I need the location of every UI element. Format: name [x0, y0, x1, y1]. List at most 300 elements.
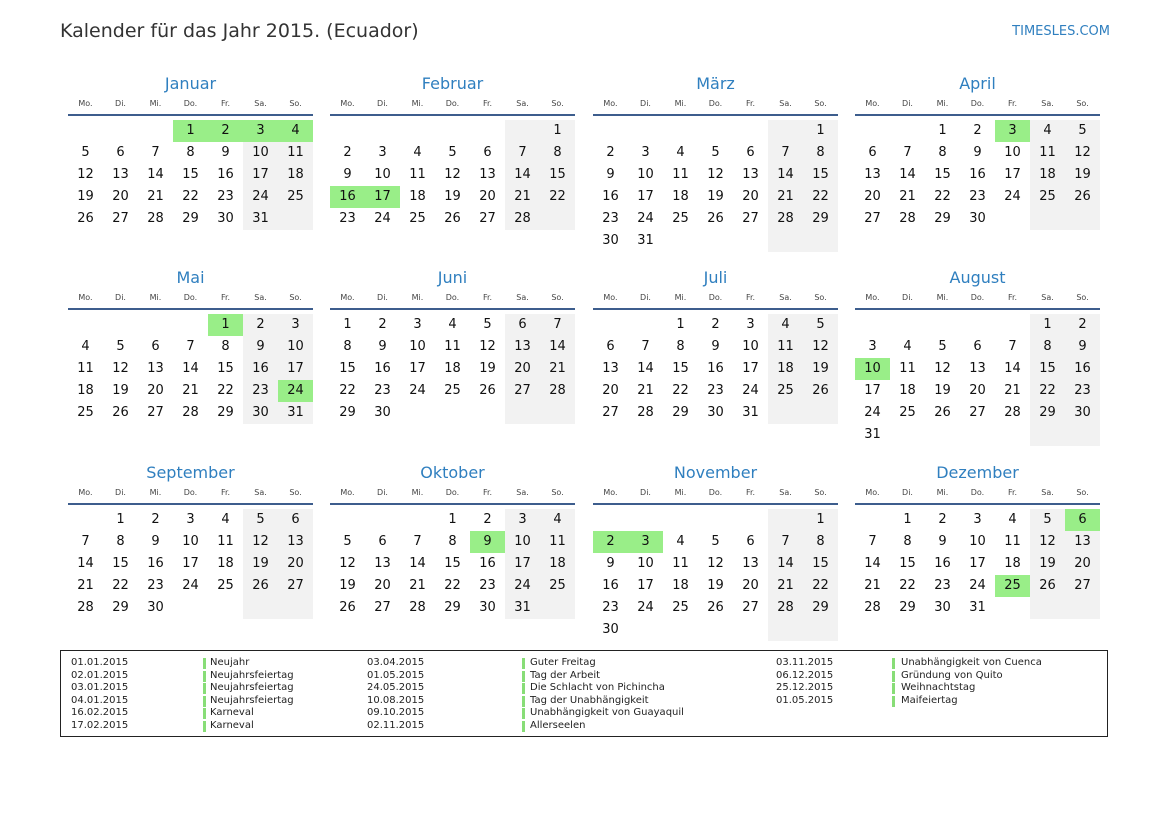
day-cell: 14	[1004, 361, 1021, 376]
day-cell: 2	[483, 512, 492, 527]
day-cell: 24	[1004, 189, 1021, 204]
month-6	[330, 264, 575, 446]
weekday-label: Di.	[640, 99, 651, 108]
day-cell: 8	[938, 145, 947, 160]
legend-holiday-name: Tag der Unabhängigkeit	[530, 694, 649, 706]
day-cell: 29	[112, 600, 129, 615]
day-cell: 17	[969, 556, 986, 571]
day-cell: 1	[903, 512, 912, 527]
weekday-label: Do.	[708, 488, 723, 497]
day-cell: 30	[1074, 405, 1091, 420]
month-11	[593, 459, 838, 641]
day-cell: 28	[777, 600, 794, 615]
day-cell: 29	[182, 211, 199, 226]
weekday-label: Fr.	[220, 488, 231, 497]
day-cell: 7	[518, 145, 527, 160]
legend-holiday-name: Neujahrsfeiertag	[210, 682, 294, 694]
day-cell: 18	[549, 556, 566, 571]
day-cell: 3	[868, 339, 877, 354]
day-cell: 31	[742, 405, 759, 420]
day-cell: 16	[374, 361, 391, 376]
day-cell: 10	[637, 556, 654, 571]
weekday-label: Di.	[377, 488, 388, 497]
day-cell: 30	[707, 405, 724, 420]
day-cell: 26	[339, 600, 356, 615]
weekday-header	[593, 485, 838, 500]
day-cell: 5	[483, 317, 492, 332]
day-cell: 19	[812, 361, 829, 376]
day-cell: 27	[742, 600, 759, 615]
day-cell: 23	[602, 600, 619, 615]
weekday-label: Mo.	[603, 293, 618, 302]
day-cell: 16	[1074, 361, 1091, 376]
weekday-label: Do.	[445, 99, 460, 108]
weekday-label: Di.	[115, 99, 126, 108]
day-cell: 2	[973, 123, 982, 138]
day-cell: 12	[252, 534, 269, 549]
holiday-day-cell: 3	[628, 531, 663, 553]
day-cell: 8	[116, 534, 125, 549]
weekday-label: So.	[551, 488, 564, 497]
day-cell: 14	[549, 339, 566, 354]
day-cell: 1	[553, 123, 562, 138]
day-cell: 26	[252, 578, 269, 593]
legend-marker	[522, 671, 525, 682]
day-cell: 12	[1039, 534, 1056, 549]
day-cell: 28	[549, 383, 566, 398]
day-cell: 11	[549, 534, 566, 549]
day-cell: 21	[549, 361, 566, 376]
day-cell: 14	[777, 167, 794, 182]
day-cell: 30	[602, 233, 619, 248]
day-cell: 21	[514, 189, 531, 204]
day-cell: 31	[864, 427, 881, 442]
month-name: Juli	[703, 268, 728, 287]
day-cell: 5	[711, 145, 720, 160]
day-cell: 20	[287, 556, 304, 571]
holiday-day-cell: 2	[208, 120, 243, 142]
weekday-header	[68, 485, 313, 500]
day-cell: 14	[514, 167, 531, 182]
month-name: November	[673, 463, 758, 482]
weekday-label: Fr.	[482, 293, 493, 302]
legend-holiday-name: Weihnachtstag	[901, 682, 976, 694]
weekday-label: Mo.	[603, 488, 618, 497]
weekday-label: Fr.	[220, 293, 231, 302]
weekday-label: Sa.	[516, 293, 529, 302]
weekday-header	[68, 96, 313, 111]
weekday-label: Mo.	[340, 293, 355, 302]
day-cell: 26	[934, 405, 951, 420]
day-cell: 6	[973, 339, 982, 354]
weekday-label: Sa.	[254, 99, 267, 108]
day-cell: 26	[77, 211, 94, 226]
header-rule	[330, 503, 575, 505]
month-name: August	[949, 268, 1006, 287]
weekday-label: Sa.	[254, 293, 267, 302]
day-cell: 20	[514, 361, 531, 376]
day-cell: 9	[343, 167, 352, 182]
day-cell: 13	[1074, 534, 1091, 549]
day-cell: 5	[1078, 123, 1087, 138]
day-cell: 26	[707, 211, 724, 226]
weekday-label: Fr.	[745, 99, 756, 108]
weekday-label: Mo.	[603, 99, 618, 108]
day-cell: 23	[339, 211, 356, 226]
day-cell: 12	[479, 339, 496, 354]
legend-date: 01.01.2015	[71, 657, 129, 668]
legend-date: 01.05.2015	[776, 694, 834, 706]
legend-date: 16.02.2015	[71, 707, 129, 719]
day-cell: 8	[553, 145, 562, 160]
day-cell: 30	[602, 622, 619, 637]
month-name: September	[146, 463, 235, 482]
day-cell: 10	[182, 534, 199, 549]
day-cell: 5	[938, 339, 947, 354]
day-cell: 7	[553, 317, 562, 332]
day-cell: 11	[444, 339, 461, 354]
day-cell: 9	[606, 556, 615, 571]
day-cell: 12	[707, 167, 724, 182]
holiday-day-cell: 16	[330, 186, 365, 208]
legend-marker	[522, 658, 525, 669]
day-cell: 15	[182, 167, 199, 182]
day-cell: 15	[899, 556, 916, 571]
day-cell: 22	[812, 189, 829, 204]
weekday-label: Mo.	[865, 488, 880, 497]
day-cell: 11	[1039, 145, 1056, 160]
day-cell: 19	[707, 189, 724, 204]
day-cell: 7	[81, 534, 90, 549]
day-cell: 27	[514, 383, 531, 398]
weekday-label: Di.	[640, 488, 651, 497]
weekday-label: Mo.	[865, 293, 880, 302]
day-cell: 20	[864, 189, 881, 204]
day-cell: 27	[479, 211, 496, 226]
weekday-label: Do.	[183, 488, 198, 497]
legend-marker	[203, 721, 206, 732]
day-cell: 18	[409, 189, 426, 204]
month-8	[855, 264, 1100, 446]
month-2	[330, 70, 575, 252]
day-cell: 1	[676, 317, 685, 332]
legend-holiday-name: Neujahr	[210, 657, 250, 668]
day-cell: 28	[637, 405, 654, 420]
legend-date: 03.11.2015	[776, 657, 834, 668]
month-name: Juni	[437, 268, 468, 287]
legend-holiday-name: Karneval	[210, 720, 254, 731]
holiday-day-cell: 17	[365, 186, 400, 208]
day-grid	[593, 509, 838, 641]
day-cell: 25	[672, 211, 689, 226]
day-cell: 27	[1074, 578, 1091, 593]
day-cell: 17	[637, 578, 654, 593]
weekday-label: Mi.	[411, 488, 424, 497]
day-cell: 2	[151, 512, 160, 527]
day-cell: 9	[606, 167, 615, 182]
day-cell: 29	[444, 600, 461, 615]
day-cell: 4	[1043, 123, 1052, 138]
day-cell: 12	[934, 361, 951, 376]
day-cell: 1	[938, 123, 947, 138]
day-cell: 25	[777, 383, 794, 398]
day-cell: 28	[147, 211, 164, 226]
weekday-label: Di.	[902, 293, 913, 302]
day-cell: 16	[147, 556, 164, 571]
day-cell: 31	[514, 600, 531, 615]
legend-date: 10.08.2015	[367, 694, 425, 706]
day-cell: 5	[816, 317, 825, 332]
weekday-header	[593, 290, 838, 305]
day-cell: 6	[291, 512, 300, 527]
day-cell: 1	[343, 317, 352, 332]
day-cell: 19	[707, 578, 724, 593]
day-grid	[330, 120, 575, 252]
day-cell: 20	[969, 383, 986, 398]
day-cell: 21	[147, 189, 164, 204]
legend-holiday-name: Maifeiertag	[901, 694, 958, 706]
weekday-label: Fr.	[482, 488, 493, 497]
month-name: Dezember	[936, 463, 1019, 482]
day-cell: 20	[1074, 556, 1091, 571]
month-name: Mai	[176, 268, 205, 287]
day-cell: 8	[676, 339, 685, 354]
holiday-day-cell: 25	[995, 575, 1030, 597]
day-cell: 26	[1074, 189, 1091, 204]
day-cell: 6	[746, 534, 755, 549]
day-grid	[68, 314, 313, 446]
day-cell: 10	[742, 339, 759, 354]
day-cell: 24	[864, 405, 881, 420]
day-cell: 18	[777, 361, 794, 376]
day-cell: 23	[707, 383, 724, 398]
weekday-label: So.	[289, 99, 302, 108]
day-cell: 17	[514, 556, 531, 571]
weekday-label: Do.	[970, 488, 985, 497]
day-cell: 27	[742, 211, 759, 226]
weekday-label: Do.	[445, 293, 460, 302]
weekday-label: Mi.	[149, 99, 162, 108]
weekday-label: Do.	[970, 293, 985, 302]
day-cell: 5	[343, 534, 352, 549]
day-cell: 3	[291, 317, 300, 332]
day-cell: 12	[112, 361, 129, 376]
holiday-day-cell: 2	[593, 531, 628, 553]
day-cell: 4	[676, 534, 685, 549]
day-cell: 16	[252, 361, 269, 376]
day-cell: 24	[742, 383, 759, 398]
day-cell: 7	[641, 339, 650, 354]
day-cell: 9	[256, 339, 265, 354]
weekday-label: Do.	[970, 99, 985, 108]
day-cell: 5	[711, 534, 720, 549]
day-cell: 20	[479, 189, 496, 204]
day-cell: 13	[742, 556, 759, 571]
day-cell: 4	[81, 339, 90, 354]
day-cell: 26	[707, 600, 724, 615]
day-cell: 14	[777, 556, 794, 571]
day-cell: 31	[252, 211, 269, 226]
day-cell: 1	[116, 512, 125, 527]
day-cell: 21	[77, 578, 94, 593]
day-cell: 13	[969, 361, 986, 376]
holiday-day-cell: 24	[278, 380, 313, 402]
day-cell: 13	[602, 361, 619, 376]
day-cell: 29	[217, 405, 234, 420]
legend-marker	[203, 658, 206, 669]
weekday-label: Do.	[183, 293, 198, 302]
header-rule	[855, 503, 1100, 505]
day-cell: 7	[413, 534, 422, 549]
weekday-label: Di.	[902, 488, 913, 497]
day-cell: 9	[938, 534, 947, 549]
header-rule	[593, 114, 838, 116]
legend-date: 03.04.2015	[367, 657, 425, 668]
day-cell: 10	[969, 534, 986, 549]
day-cell: 25	[77, 405, 94, 420]
day-cell: 21	[1004, 383, 1021, 398]
day-cell: 18	[77, 383, 94, 398]
day-cell: 25	[672, 600, 689, 615]
day-cell: 3	[746, 317, 755, 332]
weekday-label: So.	[551, 99, 564, 108]
day-cell: 14	[637, 361, 654, 376]
weekday-label: Mi.	[936, 488, 949, 497]
month-name: Februar	[421, 74, 484, 93]
site-link[interactable]: TIMESLES.COM	[1012, 24, 1110, 39]
header-rule	[330, 114, 575, 116]
day-cell: 11	[899, 361, 916, 376]
day-grid	[855, 314, 1100, 446]
day-cell: 4	[553, 512, 562, 527]
day-cell: 8	[221, 339, 230, 354]
day-cell: 30	[252, 405, 269, 420]
weekday-label: Mo.	[340, 99, 355, 108]
weekday-label: Di.	[115, 293, 126, 302]
day-cell: 10	[514, 534, 531, 549]
day-cell: 20	[112, 189, 129, 204]
day-cell: 28	[1004, 405, 1021, 420]
day-cell: 6	[518, 317, 527, 332]
header-rule	[855, 308, 1100, 310]
day-cell: 3	[518, 512, 527, 527]
weekday-label: Fr.	[1007, 488, 1018, 497]
day-cell: 19	[252, 556, 269, 571]
day-cell: 26	[1039, 578, 1056, 593]
day-grid	[855, 509, 1100, 641]
day-cell: 24	[374, 211, 391, 226]
month-3	[593, 70, 838, 252]
day-cell: 2	[711, 317, 720, 332]
month-name: Januar	[164, 74, 217, 93]
weekday-label: Sa.	[1041, 293, 1054, 302]
day-cell: 2	[343, 145, 352, 160]
day-cell: 16	[602, 189, 619, 204]
day-cell: 22	[549, 189, 566, 204]
legend-marker	[522, 683, 525, 694]
weekday-label: So.	[551, 293, 564, 302]
day-cell: 24	[252, 189, 269, 204]
day-cell: 16	[479, 556, 496, 571]
header-rule	[68, 308, 313, 310]
day-cell: 8	[186, 145, 195, 160]
day-cell: 13	[742, 167, 759, 182]
weekday-label: So.	[814, 488, 827, 497]
weekday-label: Mo.	[78, 99, 93, 108]
day-cell: 14	[899, 167, 916, 182]
weekday-label: Mi.	[674, 293, 687, 302]
day-cell: 21	[864, 578, 881, 593]
day-cell: 17	[637, 189, 654, 204]
day-cell: 3	[413, 317, 422, 332]
weekday-label: Sa.	[516, 488, 529, 497]
weekday-label: Do.	[445, 488, 460, 497]
day-cell: 4	[413, 145, 422, 160]
day-cell: 17	[252, 167, 269, 182]
day-cell: 19	[444, 189, 461, 204]
day-cell: 13	[287, 534, 304, 549]
day-cell: 23	[602, 211, 619, 226]
day-cell: 17	[864, 383, 881, 398]
day-cell: 2	[606, 145, 615, 160]
day-cell: 21	[777, 189, 794, 204]
day-cell: 20	[742, 189, 759, 204]
day-cell: 6	[606, 339, 615, 354]
day-cell: 23	[1074, 383, 1091, 398]
day-cell: 6	[746, 145, 755, 160]
weekday-label: So.	[1076, 293, 1089, 302]
day-cell: 13	[374, 556, 391, 571]
day-cell: 14	[182, 361, 199, 376]
legend-marker	[522, 721, 525, 732]
day-cell: 24	[409, 383, 426, 398]
day-grid	[330, 509, 575, 641]
day-cell: 23	[252, 383, 269, 398]
legend-marker	[892, 696, 895, 707]
day-cell: 20	[602, 383, 619, 398]
day-grid	[593, 120, 838, 252]
day-cell: 30	[934, 600, 951, 615]
legend-holiday-name: Neujahrsfeiertag	[210, 694, 294, 706]
day-cell: 27	[969, 405, 986, 420]
day-cell: 28	[514, 211, 531, 226]
day-cell: 27	[112, 211, 129, 226]
day-cell: 25	[409, 211, 426, 226]
day-cell: 3	[973, 512, 982, 527]
day-cell: 13	[864, 167, 881, 182]
weekday-label: Mi.	[411, 99, 424, 108]
weekday-label: So.	[289, 293, 302, 302]
day-cell: 15	[1039, 361, 1056, 376]
weekday-label: Mi.	[411, 293, 424, 302]
day-cell: 31	[969, 600, 986, 615]
day-cell: 25	[444, 383, 461, 398]
day-cell: 13	[479, 167, 496, 182]
day-cell: 22	[444, 578, 461, 593]
day-cell: 2	[938, 512, 947, 527]
day-cell: 29	[672, 405, 689, 420]
day-cell: 28	[182, 405, 199, 420]
weekday-label: Mo.	[340, 488, 355, 497]
day-grid	[68, 120, 313, 252]
day-cell: 29	[812, 600, 829, 615]
day-cell: 22	[812, 578, 829, 593]
day-cell: 15	[444, 556, 461, 571]
day-cell: 8	[816, 145, 825, 160]
day-cell: 29	[812, 211, 829, 226]
day-cell: 21	[899, 189, 916, 204]
day-cell: 17	[1004, 167, 1021, 182]
